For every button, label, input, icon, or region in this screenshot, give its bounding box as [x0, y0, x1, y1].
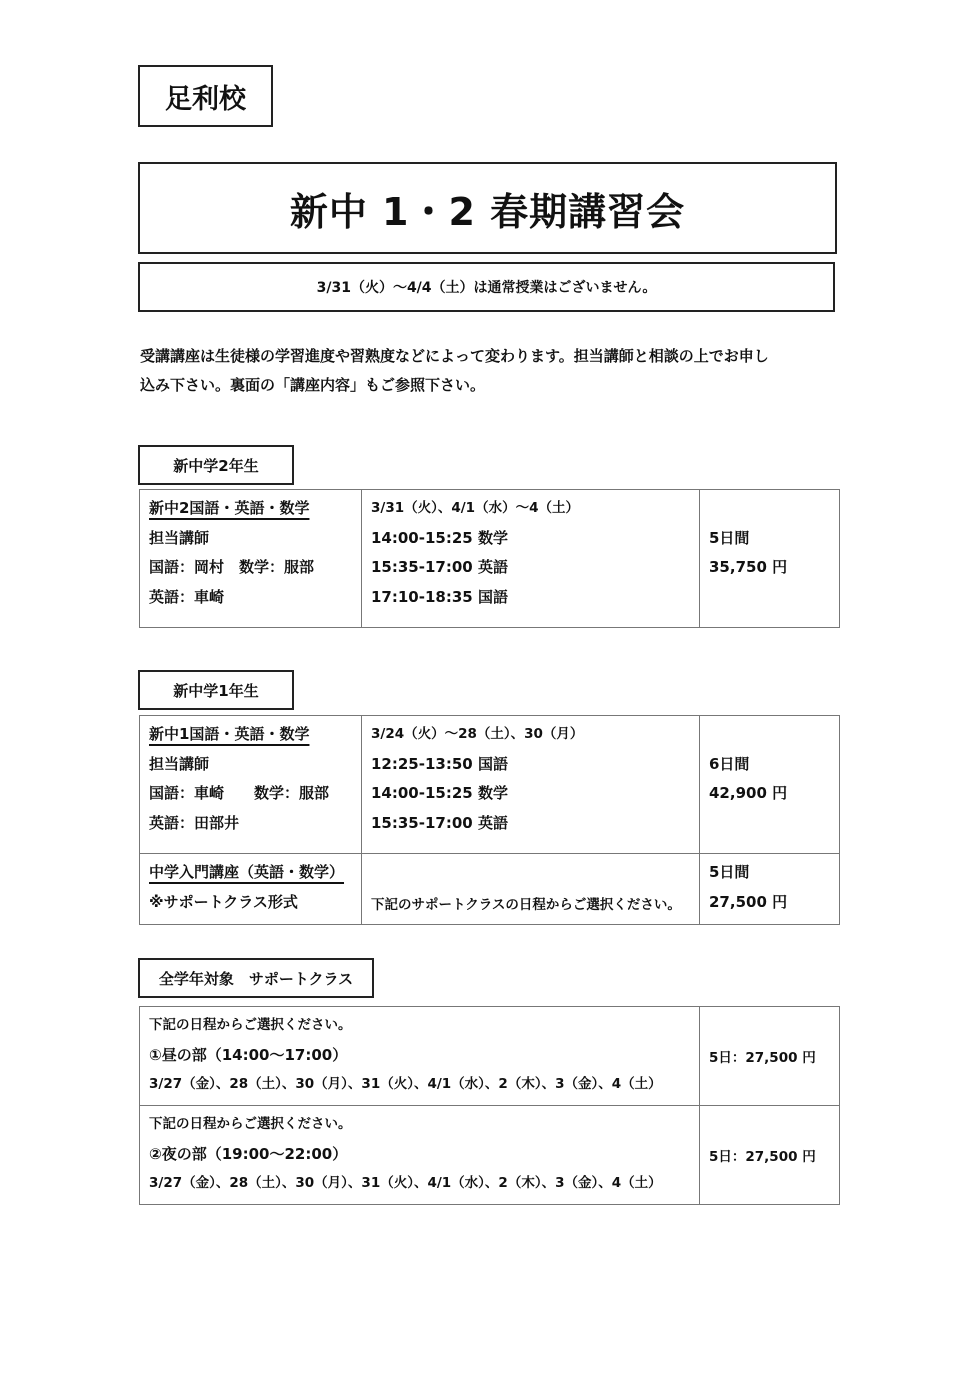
- support-instruction: 下記の日程からご選択ください。: [149, 1017, 352, 1033]
- intro-course-price: 27,500 円: [709, 892, 788, 911]
- course-info-cell: [140, 490, 362, 628]
- intro-course-schedule-cell: [362, 854, 700, 925]
- support-session: ①昼の部（14:00～17:00）: [149, 1045, 348, 1064]
- grade1-table: [139, 715, 840, 925]
- teacher-label: 担当講師: [149, 528, 210, 547]
- course-dates: 3/24（火）～28（土）、30（月）: [371, 726, 584, 742]
- support-price: 5日：27,500 円: [700, 1106, 840, 1205]
- support-dates: 3/27（金）、28（土）、30（月）、31（火）、4/1（水）、2（木）、3（金）、4（土）: [149, 1175, 662, 1191]
- course-dates: 3/31（火）、4/1（水）～4（土）: [371, 500, 579, 516]
- intro-line: 込み下さい。裏面の「講座内容」もご参照下さい。: [140, 376, 486, 394]
- course-price: 42,900 円: [709, 784, 788, 802]
- table-row: [140, 490, 840, 628]
- page-title: 新中 1・2 春期講習会: [138, 162, 837, 254]
- support-dates: 3/27（金）、28（土）、30（月）、31（火）、4/1（水）、2（木）、3（金）、4（土）: [149, 1076, 662, 1092]
- price-cell: [700, 490, 840, 628]
- table-row: [140, 716, 840, 854]
- intro-course-price-cell: [700, 854, 840, 925]
- schedule-line: 14:00-15:25 数学: [371, 784, 508, 802]
- support-price: 5日：27,500 円: [700, 1007, 840, 1106]
- table-row: [140, 1106, 840, 1205]
- schedule-cell: [362, 490, 700, 628]
- intro-course-note: ※サポートクラス形式: [149, 892, 298, 911]
- schedule-line: 15:35-17:00 英語: [371, 558, 508, 576]
- course-name: 新中2国語・英語・数学: [149, 499, 310, 517]
- intro-course-schedule-note: 下記のサポートクラスの日程からご選択ください。: [371, 896, 681, 913]
- teacher-label: 担当講師: [149, 754, 210, 773]
- support-info-cell: [140, 1007, 700, 1106]
- intro-line: 受講講座は生徒様の学習進度や習熟度などによって変わります。担当講師と相談の上でお申し: [140, 347, 769, 365]
- notice-banner: 3/31（火）～4/4（土）は通常授業はございません。: [138, 262, 835, 312]
- section-label-support: 全学年対象 サポートクラス: [138, 958, 374, 998]
- section-label-grade1: 新中学1年生: [138, 670, 294, 710]
- teacher-line: 国語：岡村 数学：服部: [149, 558, 315, 576]
- schedule-line: 12:25-13:50 国語: [371, 754, 508, 773]
- intro-course-cell: [140, 854, 362, 925]
- support-info-cell: [140, 1106, 700, 1205]
- grade2-table: [139, 489, 840, 628]
- teacher-line: 国語：車崎 数学：服部: [149, 784, 330, 802]
- teacher-line: 英語：車崎: [149, 587, 225, 606]
- teacher-line: 英語：田部井: [149, 813, 240, 832]
- schedule-cell: [362, 716, 700, 854]
- schedule-line: 17:10-18:35 国語: [371, 587, 508, 606]
- support-table: [139, 1006, 840, 1205]
- course-days: 6日間: [709, 754, 750, 773]
- intro-course-name: 中学入門講座（英語・数学）: [149, 863, 345, 881]
- support-session: ②夜の部（19:00～22:00）: [149, 1144, 348, 1163]
- price-cell: [700, 716, 840, 854]
- course-name: 新中1国語・英語・数学: [149, 725, 310, 743]
- support-instruction: 下記の日程からご選択ください。: [149, 1116, 352, 1132]
- intro-course-days: 5日間: [709, 863, 750, 881]
- section-label-grade2: 新中学2年生: [138, 445, 294, 485]
- course-days: 5日間: [709, 528, 750, 547]
- schedule-line: 14:00-15:25 数学: [371, 528, 508, 547]
- school-name: 足利校: [138, 65, 273, 127]
- intro-text: [140, 342, 840, 400]
- course-price: 35,750 円: [709, 558, 788, 576]
- course-info-cell: [140, 716, 362, 854]
- table-row: [140, 1007, 840, 1106]
- schedule-line: 15:35-17:00 英語: [371, 813, 508, 832]
- table-row: [140, 854, 840, 925]
